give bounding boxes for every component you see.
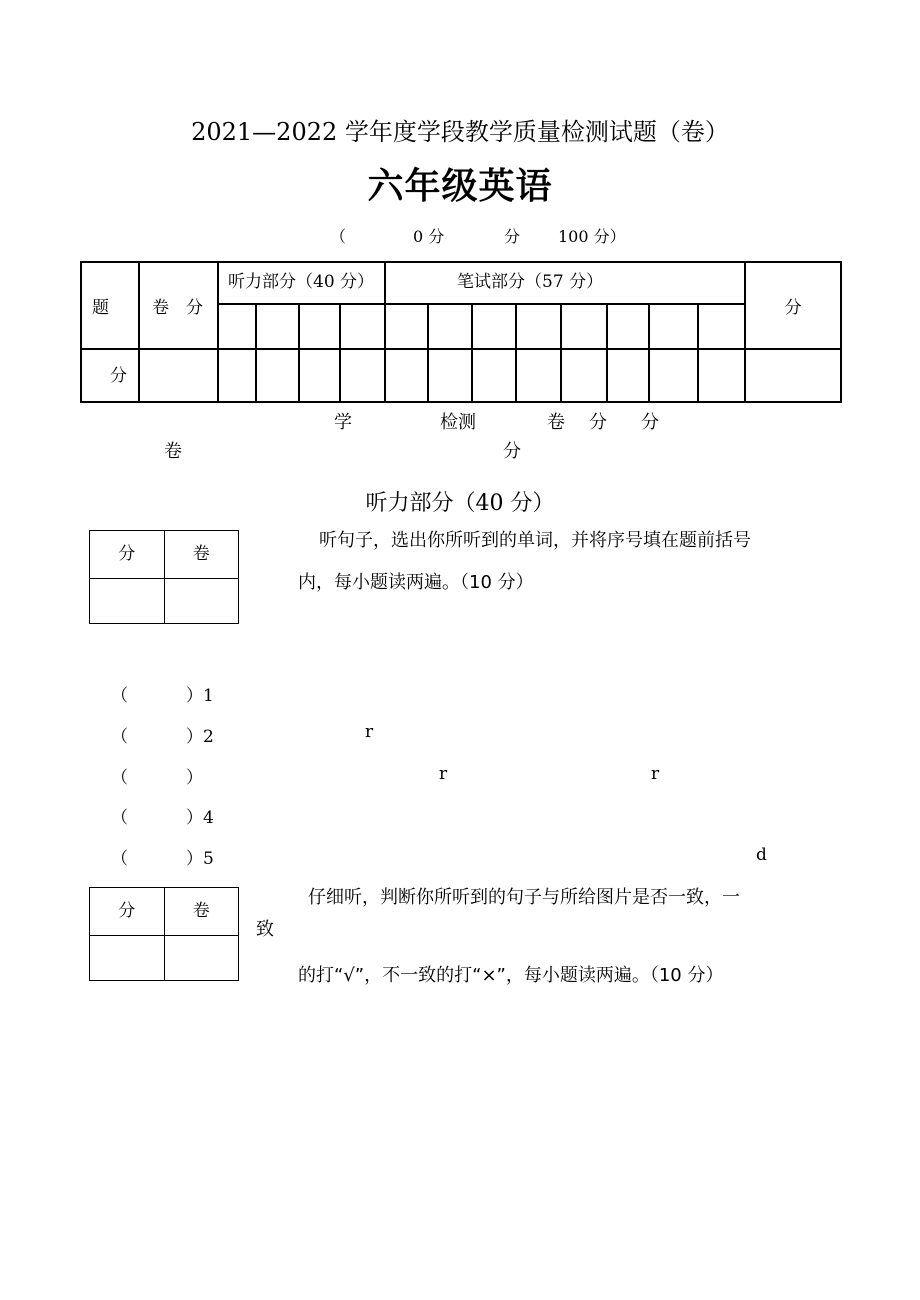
score-cell xyxy=(649,304,698,349)
score-table-roll-header: 卷 分 xyxy=(139,262,218,349)
score-cell xyxy=(472,349,516,402)
score-row-label: 分 xyxy=(81,349,139,402)
part2-instruction-line1: 仔细听，判断你所听到的句子与所给图片是否一致，一 xyxy=(308,887,740,908)
question-open-paren: （ xyxy=(111,727,128,747)
score-info-part-c: 100 分） xyxy=(558,227,626,246)
grader-box-part1 xyxy=(89,530,239,624)
score-info-part-b: 分 xyxy=(504,227,521,246)
score-cell xyxy=(340,349,385,402)
grader-score-label: 分 xyxy=(90,888,165,936)
question-open-paren: （ xyxy=(111,849,128,869)
question-number: ）4 xyxy=(186,808,214,828)
listening-part-header: 听力部分（40 分） xyxy=(218,262,385,304)
grader-score-cell xyxy=(90,936,165,981)
subject-title: 六年级英语 xyxy=(367,166,553,207)
score-cell xyxy=(256,304,299,349)
question-fragment: r xyxy=(439,764,448,784)
note-fragment: 分 xyxy=(589,412,607,433)
score-cell xyxy=(516,304,561,349)
score-cell xyxy=(698,349,745,402)
score-cell xyxy=(385,304,428,349)
note-fragment: 卷 xyxy=(547,412,565,433)
score-cell xyxy=(607,349,649,402)
score-cell xyxy=(340,304,385,349)
question-open-paren: （ xyxy=(111,768,128,788)
note-fragment: 学 xyxy=(334,412,352,433)
part2-instruction-line2: 的打“√”，不一致的打“×”，每小题读两遍。（10 分） xyxy=(298,965,724,986)
score-cell xyxy=(428,304,472,349)
score-cell xyxy=(299,304,340,349)
score-cell xyxy=(218,349,256,402)
score-cell xyxy=(561,304,607,349)
grader-roll-label: 卷 xyxy=(164,531,239,579)
exam-title: 2021—2022 学年度学段教学质量检测试题（卷） xyxy=(191,118,729,146)
writing-part-header: 笔试部分（57 分） xyxy=(385,262,745,304)
question-open-paren: （ xyxy=(111,686,128,706)
listening-section-title: 听力部分（40 分） xyxy=(365,491,555,516)
part1-instruction-line2: 内，每小题读两遍。（10 分） xyxy=(298,572,534,593)
score-cell xyxy=(607,304,649,349)
question-open-paren: （ xyxy=(111,808,128,828)
score-cell xyxy=(428,349,472,402)
score-table-total-header: 分 xyxy=(745,262,841,349)
score-info-open: （ xyxy=(330,227,347,246)
grader-score-cell xyxy=(90,579,165,624)
note-fragment: 分 xyxy=(503,441,521,462)
question-number: ）5 xyxy=(186,849,214,869)
score-cell xyxy=(561,349,607,402)
score-cell xyxy=(139,349,218,402)
grader-roll-cell xyxy=(164,579,239,624)
grader-score-label: 分 xyxy=(90,531,165,579)
grader-roll-label: 卷 xyxy=(164,888,239,936)
score-cell xyxy=(299,349,340,402)
note-fragment: 卷 xyxy=(164,441,182,462)
score-cell xyxy=(472,304,516,349)
grader-roll-cell xyxy=(164,936,239,981)
question-fragment: d xyxy=(756,845,767,865)
question-number: ） xyxy=(186,768,203,788)
score-cell xyxy=(698,304,745,349)
score-cell xyxy=(256,349,299,402)
question-fragment: r xyxy=(365,722,374,742)
note-fragment: 检测 xyxy=(440,412,476,433)
part1-instruction-line1: 听句子，选出你所听到的单词，并将序号填在题前括号 xyxy=(319,530,751,551)
question-number: ）2 xyxy=(186,727,214,747)
score-cell xyxy=(649,349,698,402)
score-cell xyxy=(218,304,256,349)
score-cell xyxy=(385,349,428,402)
grader-box-part2 xyxy=(89,887,239,981)
part2-instruction-line1b: 致 xyxy=(256,919,274,940)
score-cell xyxy=(516,349,561,402)
note-fragment: 分 xyxy=(641,412,659,433)
question-number: ）1 xyxy=(186,686,214,706)
score-info-part-a: 0 分 xyxy=(413,227,445,246)
question-fragment: r xyxy=(651,764,660,784)
score-cell xyxy=(745,349,841,402)
score-table xyxy=(80,261,842,403)
score-table-question-header: 题 xyxy=(81,262,139,349)
